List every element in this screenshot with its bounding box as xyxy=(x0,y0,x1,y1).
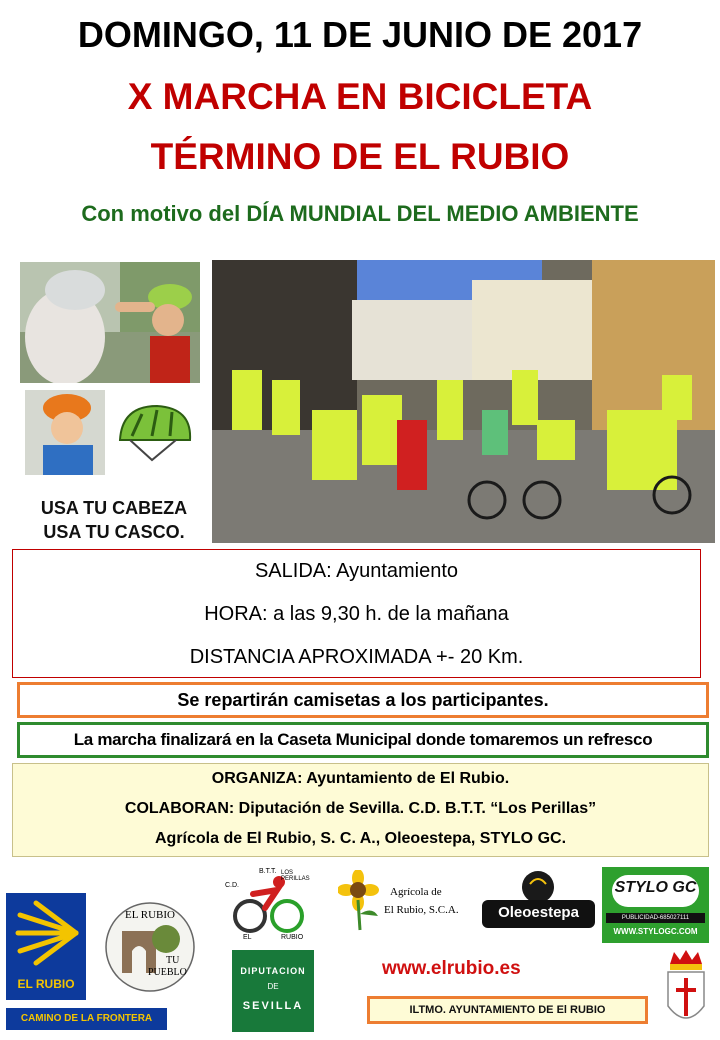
colaboran-line-2: Agrícola de El Rubio, S. C. A., Oleoestepa, STYLO GC. xyxy=(154,830,567,847)
btt-right: LOS PERILLAS xyxy=(281,870,310,882)
event-name-title: X MARCHA EN BICICLETA xyxy=(127,76,593,117)
diputacion-line-2: DE xyxy=(267,982,279,991)
stylo-logo xyxy=(602,867,709,943)
cyclists-group-photo xyxy=(212,260,715,543)
rubio-pueblo-bottom: PUEBLO xyxy=(148,967,187,978)
camino-logo xyxy=(6,893,86,1000)
rubio-pueblo-tu: TU xyxy=(166,955,180,966)
stylo-web: WWW.STYLOGC.COM xyxy=(613,927,698,936)
oleoestepa-name: Oleoestepa xyxy=(498,904,579,921)
camino-name: EL RUBIO xyxy=(17,977,75,991)
agricola-line-1: Agrícola de xyxy=(390,886,442,898)
diputacion-logo xyxy=(232,950,314,1032)
event-date-title: DOMINGO, 11 DE JUNIO DE 2017 xyxy=(77,14,643,55)
diputacion-line-3: SEVILLA xyxy=(242,1000,304,1012)
scallop-shell-icon xyxy=(6,893,86,971)
oleoestepa-logo xyxy=(482,870,595,928)
helmet-slogan xyxy=(22,496,206,544)
rubio-pueblo-logo xyxy=(104,897,196,993)
helmet-fitting-photo xyxy=(20,262,200,383)
shirts-notice: Se repartirán camisetas a los participantes. xyxy=(17,682,709,718)
helmet-icon xyxy=(112,400,197,465)
event-motive-subtitle: Con motivo del DÍA MUNDIAL DEL MEDIO AMBIENTE xyxy=(81,201,639,226)
finish-notice: La marcha finalizará en la Caseta Municipal donde tomaremos un refresco xyxy=(17,722,709,758)
event-info-box xyxy=(12,549,701,678)
event-place-title: TÉRMINO DE EL RUBIO xyxy=(150,136,570,177)
time-text: HORA: a las 9,30 h. de la mañana xyxy=(204,603,509,625)
organiza-label: ORGANIZA: xyxy=(211,770,303,787)
sunflower-icon xyxy=(338,870,384,932)
btt-perillas-logo xyxy=(225,866,315,946)
btt-bottom-right: RUBIO xyxy=(281,934,304,941)
diputacion-line-1: DIPUTACION xyxy=(240,966,306,976)
departure-text: SALIDA: Ayuntamiento xyxy=(254,560,459,582)
stylo-phone: PUBLICIDAD-685027111 xyxy=(606,913,705,923)
stylo-name: STYLO GC xyxy=(614,879,697,896)
btt-bottom-left: EL xyxy=(243,934,252,941)
slogan-line-1: USA TU CABEZA xyxy=(40,498,188,518)
colaboran-line xyxy=(13,800,708,818)
coat-of-arms-icon xyxy=(664,950,708,1030)
agricola-line-2: El Rubio, S.C.A. xyxy=(384,904,459,916)
organiza-value: Ayuntamiento de El Rubio. xyxy=(306,770,510,787)
btt-left: C.D. xyxy=(225,882,239,889)
colaboran-value: Diputación de Sevilla. C.D. B.T.T. “Los Perillas” xyxy=(238,800,597,817)
slogan-line-2: USA TU CASCO. xyxy=(43,522,185,542)
btt-top: B.T.T. xyxy=(259,868,277,875)
agricola-logo xyxy=(338,870,474,932)
organiza-line xyxy=(13,770,708,788)
organizers-box xyxy=(12,763,709,857)
website-link[interactable]: www.elrubio.es xyxy=(382,958,521,979)
camino-subtitle: CAMINO DE LA FRONTERA xyxy=(6,1008,167,1030)
ayuntamiento-label: ILTMO. AYUNTAMIENTO DE El RUBIO xyxy=(367,996,648,1024)
rubio-pueblo-top: EL RUBIO xyxy=(124,909,175,921)
distance-text: DISTANCIA APROXIMADA +- 20 Km. xyxy=(189,646,524,668)
child-helmet-photo xyxy=(25,390,105,475)
colaboran-label: COLABORAN: xyxy=(124,800,235,817)
